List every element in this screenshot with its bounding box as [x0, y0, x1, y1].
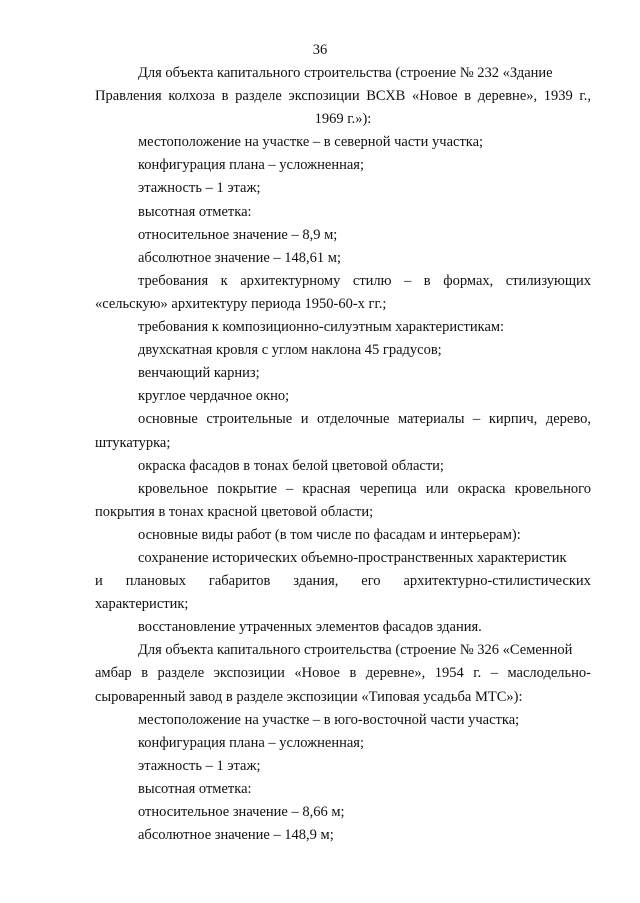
list-item: абсолютное значение – 148,9 м;	[138, 827, 334, 844]
list-item: относительное значение – 8,9 м;	[138, 226, 338, 243]
materials-requirement: основные строительные и отделочные материалы – кирпич, дерево, штукатурка;	[95, 411, 591, 451]
list-item: относительное значение – 8,66 м;	[138, 804, 345, 820]
list-item: абсолютное значение – 148,61 м;	[138, 249, 341, 266]
list-item: высотная отметка:	[138, 780, 252, 797]
word: его	[361, 573, 381, 590]
paragraph-line: сохранение исторических объемно-пространственных характеристик	[138, 549, 567, 566]
list-item: круглое чердачное окно;	[138, 388, 290, 405]
list-item: конфигурация плана – усложненная;	[138, 734, 364, 751]
list-item: двухскатная кровля с углом наклона 45 градусов;	[138, 342, 442, 359]
list-item: высотная отметка:	[138, 203, 252, 220]
paragraph-line: амбар в разделе экспозиции «Новое в деревне», 1954 г. – маслодельно-	[95, 665, 591, 682]
word: архитектурно-стилистических	[403, 573, 591, 590]
paragraph-line: Правления колхоза в разделе экспозиции ВСХВ «Новое в деревне», 1939 г.,	[95, 88, 591, 105]
preservation-item	[95, 547, 591, 616]
list-item: этажность – 1 этаж;	[138, 757, 261, 774]
paragraph-line: сыроваренный завод в разделе экспозиции «Типовая усадьба МТС»):	[95, 688, 523, 705]
list-item: венчающий карниз;	[138, 365, 260, 382]
document-body	[95, 62, 591, 847]
list-item: этажность – 1 этаж;	[138, 180, 261, 197]
list-item: местоположение на участке – в юго-восточной части участка;	[138, 711, 520, 728]
spread-line	[95, 570, 591, 593]
roofing-requirement: кровельное покрытие – красная черепица или окраска кровельного покрытия в тонах красной цветовой области;	[95, 480, 591, 520]
word: габаритов	[208, 573, 271, 590]
paragraph-line: Для объекта капитального строительства (строение № 326 «Семенной	[138, 642, 573, 659]
list-item: местоположение на участке – в северной части участка;	[138, 134, 484, 151]
works-heading: основные виды работ (в том числе по фасадам и интерьерам):	[138, 526, 521, 543]
object-232-paragraph	[95, 62, 591, 131]
style-requirement: требования к архитектурному стилю – в формах, стилизующих «сельскую» архитектуру периода 1950-60-х гг.;	[95, 272, 591, 312]
object-326-paragraph	[95, 639, 591, 708]
list-item: требования к композиционно-силуэтным характеристикам:	[138, 319, 505, 336]
word: здания,	[293, 573, 339, 590]
word: плановых	[125, 573, 186, 590]
restoration-item: восстановление утраченных элементов фасадов здания.	[138, 619, 482, 636]
paragraph-line: 1969 г.»):	[314, 111, 372, 128]
list-item: конфигурация плана – усложненная;	[138, 157, 364, 174]
page-number: 36	[312, 42, 328, 58]
word: и	[95, 573, 103, 590]
paragraph-line: характеристик;	[95, 596, 189, 613]
paragraph-line: Для объекта капитального строительства (строение № 232 «Здание	[138, 65, 553, 81]
facade-color-requirement: окраска фасадов в тонах белой цветовой области;	[138, 457, 444, 474]
